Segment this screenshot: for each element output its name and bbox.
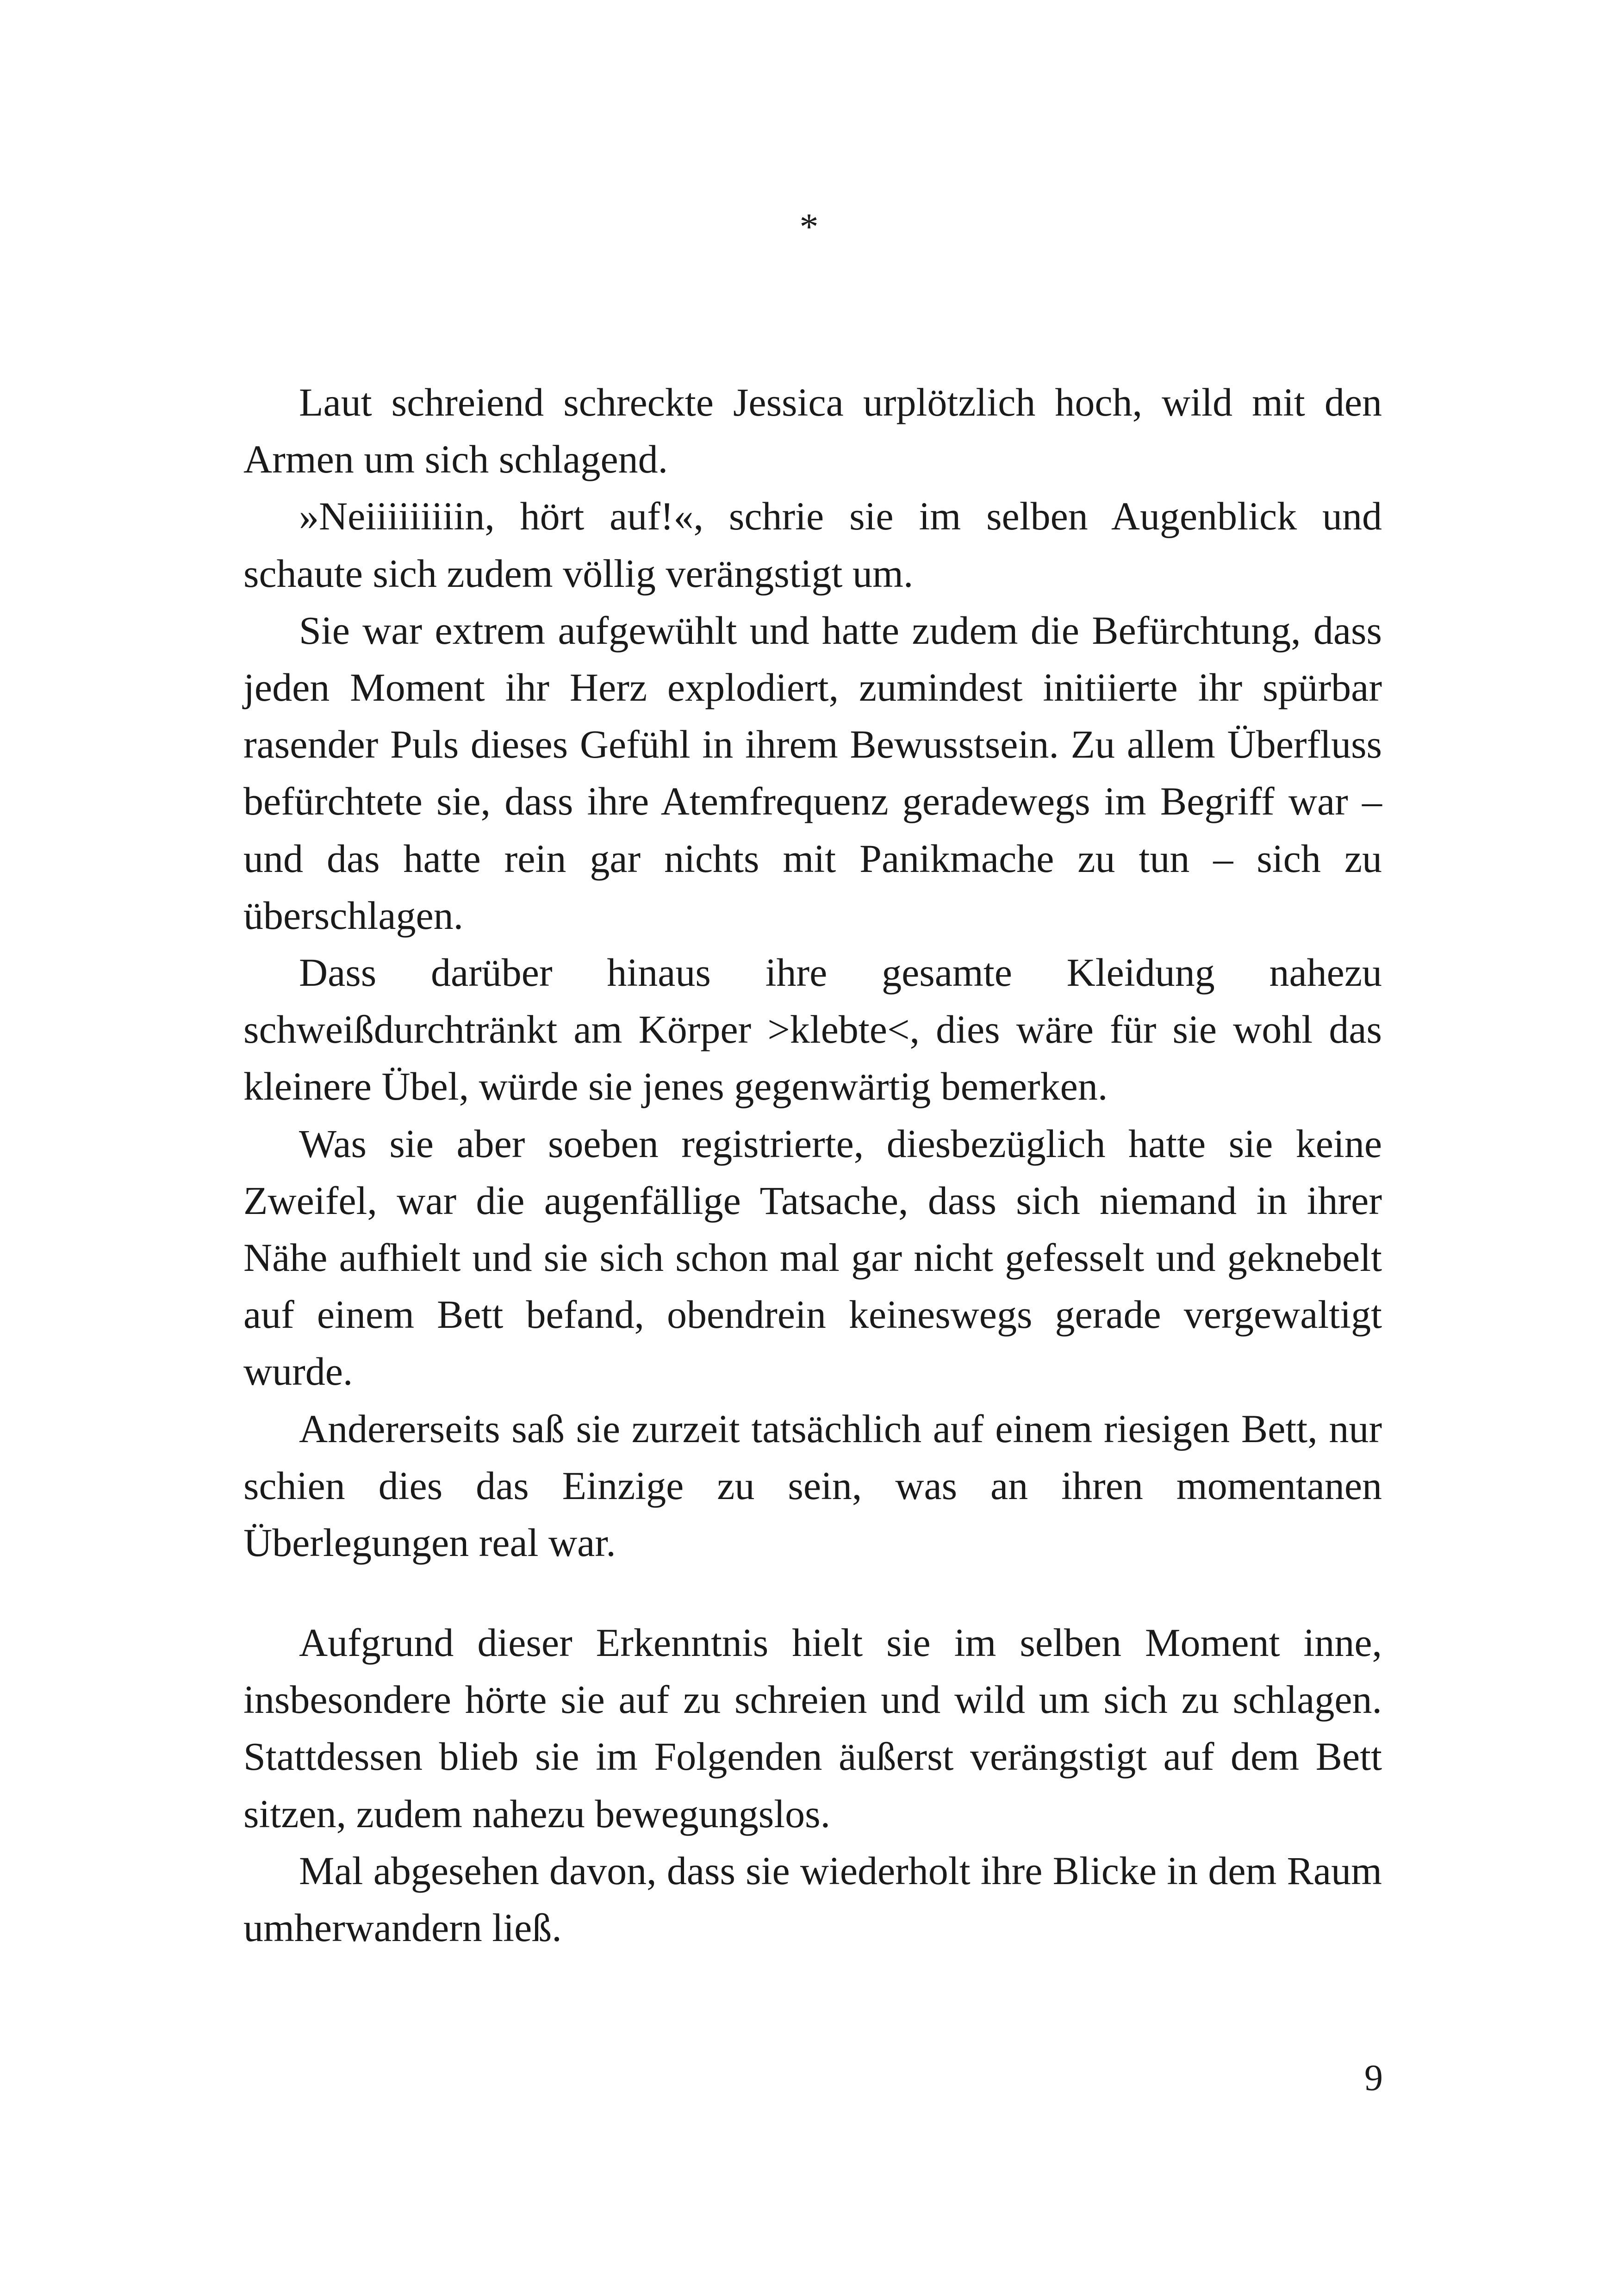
paragraph: Andererseits saß sie zurzeit tatsächlich auf einem riesigen Bett, nur schien dies das Einzige zu sein, was an ihren momentanen Überlegungen real war. (243, 1406, 1382, 1565)
paragraph: Laut schreiend schreckte Jessica urplötzlich hoch, wild mit den Armen um sich schlagend. (243, 380, 1382, 482)
section-separator: * (799, 205, 819, 248)
section-1-text (243, 374, 1382, 1571)
section-2-text (243, 1614, 1382, 1956)
paragraph: Dass darüber hinaus ihre gesamte Kleidung nahezu schweißdurchtränkt am Körper >klebte<, dies wäre für sie wohl das kleinere Übel, würde sie jenes gegenwärtig bemerken. (243, 950, 1382, 1109)
paragraph: Was sie aber soeben registrierte, diesbezüglich hatte sie keine Zweifel, war die augenfällige Tatsache, dass sich niemand in ihrer Nähe aufhielt und sie sich schon mal gar nicht gefesselt und geknebelt auf einem Bett befand, obendrein keineswegs gerade vergewaltigt wurde. (243, 1121, 1382, 1394)
page-number: 9 (1364, 2058, 1383, 2098)
paragraph: Sie war extrem aufgewühlt und hatte zudem die Befürchtung, dass jeden Moment ihr Herz explodiert, zumindest initiierte ihr spürbar rasender Puls dieses Gefühl in ihrem Bewusstsein. Zu allem Überfluss befürchtete sie, dass ihre Atemfrequenz geradewegs im Begriff war – und das hatte rein gar nichts mit Panikmache zu tun – sich zu überschlagen. (243, 608, 1382, 938)
paragraph: Aufgrund dieser Erkenntnis hielt sie im selben Moment inne, insbesondere hörte sie auf zu schreien und wild um sich zu schlagen. Stattdessen blieb sie im Folgenden äußerst verängstigt auf dem Bett sitzen, zudem nahezu bewegungslos. (243, 1620, 1382, 1836)
paragraph: »Neiiiiiiiiin, hört auf!«, schrie sie im selben Augenblick und schaute sich zudem völlig verängstigt um. (243, 494, 1382, 596)
paragraph: Mal abgesehen davon, dass sie wiederholt ihre Blicke in dem Raum umherwandern ließ. (243, 1848, 1382, 1950)
